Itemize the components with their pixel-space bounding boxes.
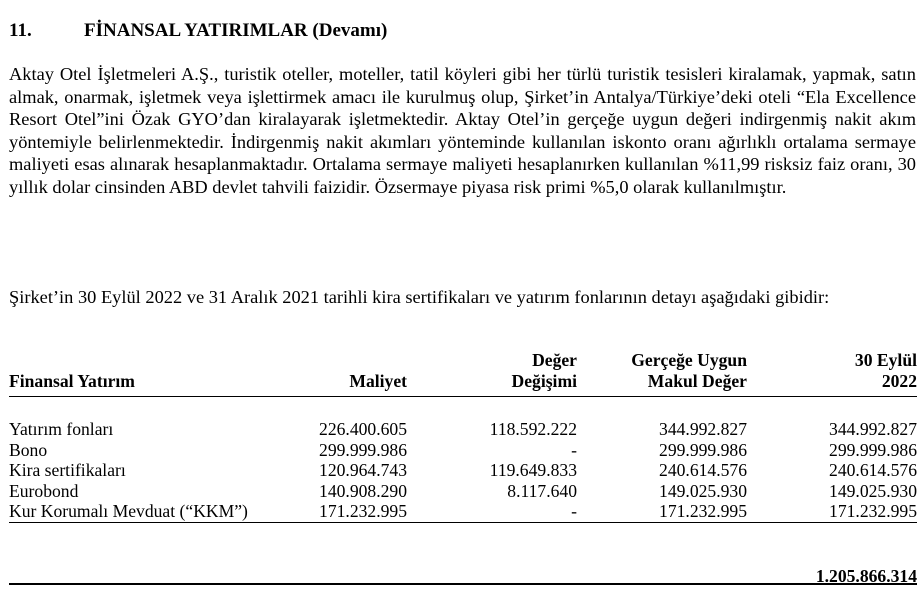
fair-value-cell: 344.992.827	[659, 419, 747, 439]
header-fair-value: Gerçeğe Uygun Makul Değer	[577, 350, 747, 397]
value-change-cell: -	[407, 501, 577, 522]
date-value-cell: 149.025.930	[829, 480, 917, 501]
financial-investments-table	[9, 350, 917, 523]
header-financial-investment: Finansal Yatırım	[9, 350, 279, 397]
row-label: Kira sertifikaları	[9, 460, 126, 480]
value-change-cell: -	[571, 439, 577, 460]
fair-value-cell: 149.025.930	[659, 480, 747, 501]
section-heading	[9, 20, 387, 42]
table-row	[9, 440, 917, 461]
cost-cell: 299.999.986	[319, 439, 407, 460]
table-row	[9, 460, 917, 481]
table-total: 1.205.866.314	[815, 566, 917, 586]
date-value-cell: 240.614.576	[829, 460, 917, 480]
date-value-cell: 344.992.827	[829, 419, 917, 439]
header-value-change: Değer Değişimi	[407, 350, 577, 397]
total-divider	[9, 583, 917, 585]
header-cost: Maliyet	[279, 350, 407, 397]
cost-cell: 226.400.605	[319, 419, 407, 439]
paragraph-intro: Şirket’in 30 Eylül 2022 ve 31 Aralık 2021 tarihli kira sertifikaları ve yatırım fonlarının detayı aşağıdaki gibidir:	[9, 287, 830, 307]
header-date: 30 Eylül 2022	[747, 350, 917, 397]
value-change-cell: 8.117.640	[507, 480, 577, 501]
cost-cell: 140.908.290	[319, 480, 407, 501]
value-change-cell: 119.649.833	[489, 460, 577, 480]
value-change-cell: 118.592.222	[489, 419, 577, 439]
date-value-cell: 299.999.986	[829, 439, 917, 460]
row-label: Bono	[9, 439, 48, 460]
table-row	[9, 419, 917, 440]
row-label: Yatırım fonları	[9, 419, 114, 439]
table-header-row	[9, 350, 917, 397]
table-row	[9, 481, 917, 502]
fair-value-cell: 171.232.995	[577, 501, 747, 522]
fair-value-cell: 240.614.576	[659, 460, 747, 480]
row-label: Kur Korumalı Mevduat (“KKM”)	[9, 501, 279, 522]
row-label: Eurobond	[9, 480, 79, 501]
date-value-cell: 171.232.995	[747, 501, 917, 522]
section-number: 11.	[9, 20, 32, 41]
section-title: FİNANSAL YATIRIMLAR (Devamı)	[84, 20, 388, 41]
cost-cell: 120.964.743	[319, 460, 407, 480]
table-row	[9, 501, 917, 522]
paragraph-description: Aktay Otel İşletmeleri A.Ş., turistik oteller, moteller, tatil köyleri gibi her türlü turistik tesisleri kiralamak, yapmak, satın almak, onarmak, işletmek veya işlettirmek amacı ile kurulmuş olup, Şirket’in Antalya/Türkiye’deki oteli “Ela Excellence Resort Otel”ini Özak GYO’dan kiralayarak işletmektedir. Aktay Otel’in gerçeğe uygun değeri indirgenmiş nakit akım yöntemiyle belirlenmektedir. İndirgenmiş nakit akımları yönteminde kullanılan iskonto oranı ağırlıklı ortalama sermaye maliyeti esas alınarak hesaplanmaktadır. Ortalama sermaye maliyeti hesaplanırken kullanılan %11,99 risksiz faiz oranı, 30 yıllık dolar cinsinden ABD devlet tahvili faizidir. Özsermaye piyasa risk primi %5,0 olarak kullanılmıştır.	[9, 64, 916, 197]
fair-value-cell: 299.999.986	[659, 439, 747, 460]
cost-cell: 171.232.995	[279, 501, 407, 522]
